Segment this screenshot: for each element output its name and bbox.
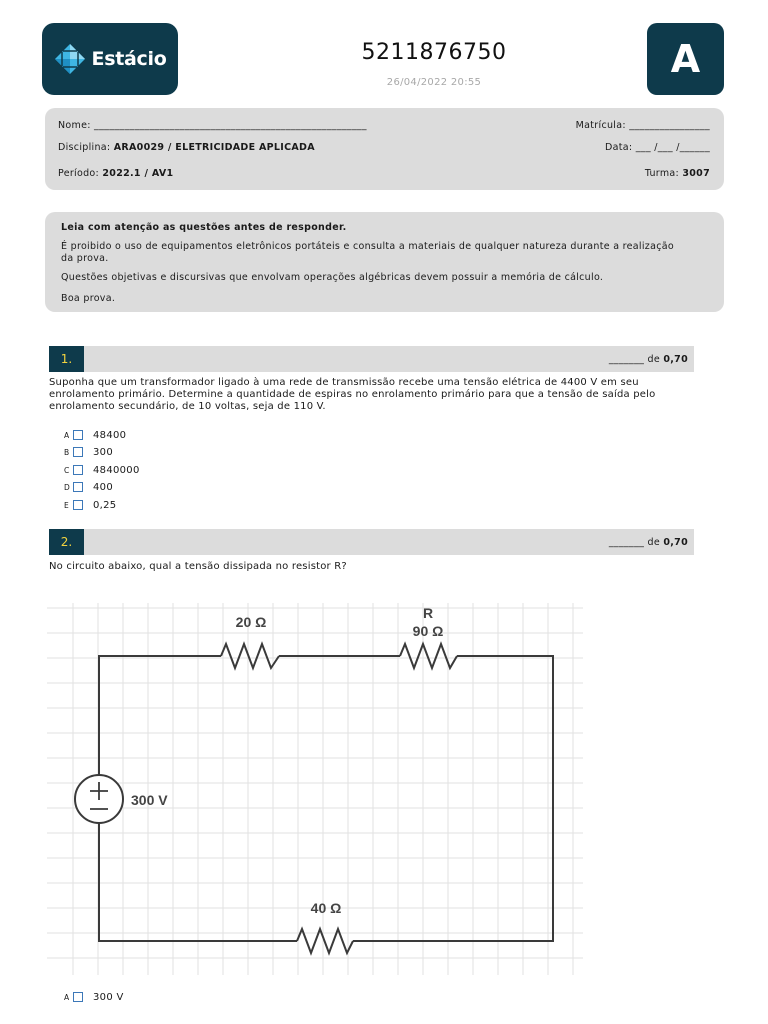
question-score	[609, 354, 688, 365]
option-checkbox[interactable]	[73, 500, 83, 510]
option-text: 300 V	[93, 991, 124, 1003]
question-text: Suponha que um transformador ligado à uma rede de transmissão recebe uma tensão elétrica de 4400 V em seu enrolamento primário. Determine a quantidade de espiras no enrolamento primário para que a tensão de saída pelo enrolamento secundário, de 10 voltas, seja de 110 V.	[49, 377, 656, 412]
turma-label: Turma:	[644, 168, 680, 179]
option-checkbox[interactable]	[73, 447, 83, 457]
data-field	[605, 142, 710, 153]
score-blank: _______	[608, 354, 645, 365]
score-value: 0,70	[663, 354, 688, 365]
estacio-logo	[42, 23, 178, 95]
option-letter: B	[64, 447, 70, 457]
option-text: 0,25	[93, 499, 117, 511]
instructions-closing: Boa prova.	[61, 293, 116, 304]
periodo-field	[58, 168, 173, 179]
resistor-20-ohm	[221, 644, 279, 668]
instructions-panel	[45, 212, 724, 312]
nome-label: Nome:	[58, 120, 91, 131]
grid-background	[47, 603, 583, 975]
question-header	[49, 346, 694, 372]
option-checkbox[interactable]	[73, 482, 83, 492]
r-name-label: R	[422, 605, 434, 621]
question-score	[609, 537, 688, 548]
turma-value: 3007	[682, 168, 710, 179]
question-header	[49, 529, 694, 555]
question-number: 2.	[49, 529, 84, 555]
option-text: 48400	[93, 429, 127, 441]
question-number: 1.	[49, 346, 84, 372]
option-checkbox[interactable]	[73, 430, 83, 440]
answer-option[interactable]	[64, 498, 116, 512]
answer-option[interactable]	[64, 990, 124, 1004]
option-letter: A	[64, 992, 70, 1002]
option-letter: A	[64, 430, 70, 440]
disciplina-field	[58, 142, 315, 153]
r1-label: 20 Ω	[235, 614, 267, 630]
answer-option[interactable]	[64, 480, 113, 494]
instructions-rule-2: Questões objetivas e discursivas que envolvam operações algébricas devem possuir a memória de cálculo.	[61, 272, 604, 283]
answer-option[interactable]	[64, 445, 113, 459]
question-text: No circuito abaixo, qual a tensão dissipada no resistor R?	[49, 561, 347, 572]
brand-name: Estácio	[91, 48, 167, 70]
r-value-label: 90 Ω	[412, 623, 444, 639]
option-text: 400	[93, 481, 113, 493]
disciplina-value: ARA0029 / ELETRICIDADE APLICADA	[113, 142, 315, 153]
score-value: 0,70	[663, 537, 688, 548]
data-label: Data:	[605, 142, 633, 153]
option-letter: E	[64, 500, 70, 510]
turma-field	[645, 168, 710, 179]
disciplina-label: Disciplina:	[58, 142, 111, 153]
voltage-source-icon	[75, 775, 123, 823]
option-letter: D	[64, 482, 71, 492]
diamond-logo-icon	[54, 43, 86, 75]
exam-version-badge: A	[647, 23, 724, 95]
option-checkbox[interactable]	[73, 465, 83, 475]
periodo-label: Período:	[58, 168, 100, 179]
nome-field	[58, 120, 367, 131]
student-info-panel	[45, 108, 724, 190]
score-de: de	[647, 537, 661, 548]
matricula-field	[576, 120, 710, 131]
r3-label: 40 Ω	[310, 900, 342, 916]
option-checkbox[interactable]	[73, 992, 83, 1002]
circuit-diagram	[47, 603, 583, 975]
instructions-heading: Leia com atenção as questões antes de responder.	[61, 222, 347, 233]
periodo-value: 2022.1 / AV1	[102, 168, 174, 179]
score-de: de	[647, 354, 661, 365]
source-label: 300 V	[131, 792, 168, 808]
data-line: ___ /___ /______	[635, 142, 710, 153]
exam-timestamp: 26/04/2022 20:55	[386, 77, 482, 88]
option-letter: C	[64, 465, 70, 475]
option-text: 4840000	[93, 464, 140, 476]
nome-line: ______________________________________________________	[94, 120, 367, 131]
option-text: 300	[93, 446, 113, 458]
answer-option[interactable]	[64, 428, 126, 442]
answer-option[interactable]	[64, 463, 140, 477]
matricula-line: ________________	[629, 120, 710, 131]
exam-code: 5211876750	[361, 40, 507, 65]
instructions-rule-1: É proibido o uso de equipamentos eletrônicos portáteis e consulta a materiais de qualquer natureza durante a realização da prova.	[61, 241, 674, 264]
score-blank: _______	[608, 537, 645, 548]
matricula-label: Matrícula:	[575, 120, 626, 131]
